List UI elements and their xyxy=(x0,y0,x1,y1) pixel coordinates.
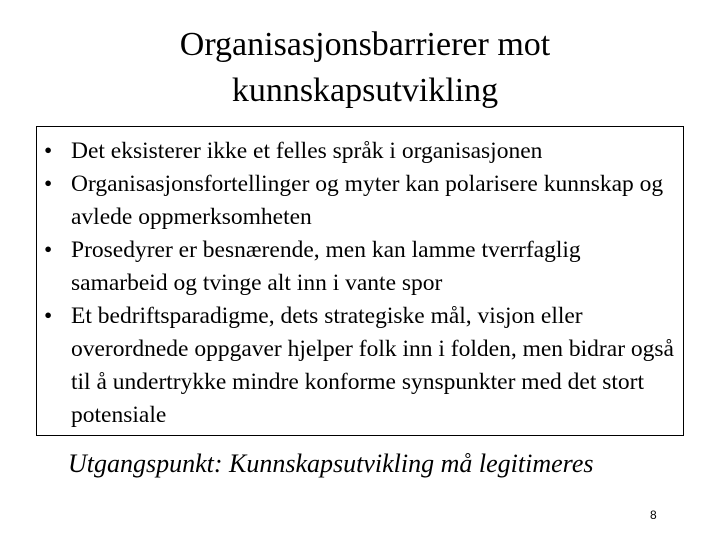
page-number: 8 xyxy=(650,508,657,522)
bullet-item-1 xyxy=(37,135,685,168)
slide-title-line-2: kunnskapsutvikling xyxy=(231,72,499,109)
bullet-item-4 xyxy=(37,300,685,432)
bullet-icon: • xyxy=(44,303,53,329)
bullet-text-2: Organisasjonsfortellinger og myter kan polarisere kunnskap og avlede oppmerksomheten xyxy=(71,171,664,230)
slide-title-line-1: Organisasjonsbarrierer mot xyxy=(179,26,551,63)
bullet-icon: • xyxy=(44,138,53,164)
bullet-icon: • xyxy=(44,237,53,263)
footnote: Utgangspunkt: Kunnskapsutvikling må legitimeres xyxy=(68,449,594,478)
bullet-list xyxy=(37,135,685,432)
bullet-text-1: Det eksisterer ikke et felles språk i organisasjonen xyxy=(71,138,543,164)
bullet-item-3 xyxy=(37,234,685,300)
bullet-icon: • xyxy=(44,171,53,197)
bullet-text-4: Et bedriftsparadigme, dets strategiske mål, visjon eller overordnede oppgaver hjelper folk inn i folden, men bidrar også til å undertrykke mindre konforme synspunkter med det stort potensiale xyxy=(71,303,674,428)
bullet-item-2 xyxy=(37,168,685,234)
slide-title xyxy=(100,22,630,114)
bullet-box xyxy=(36,126,684,436)
bullet-text-3: Prosedyrer er besnærende, men kan lamme tverrfaglig samarbeid og tvinge alt inn i vante spor xyxy=(71,237,581,296)
